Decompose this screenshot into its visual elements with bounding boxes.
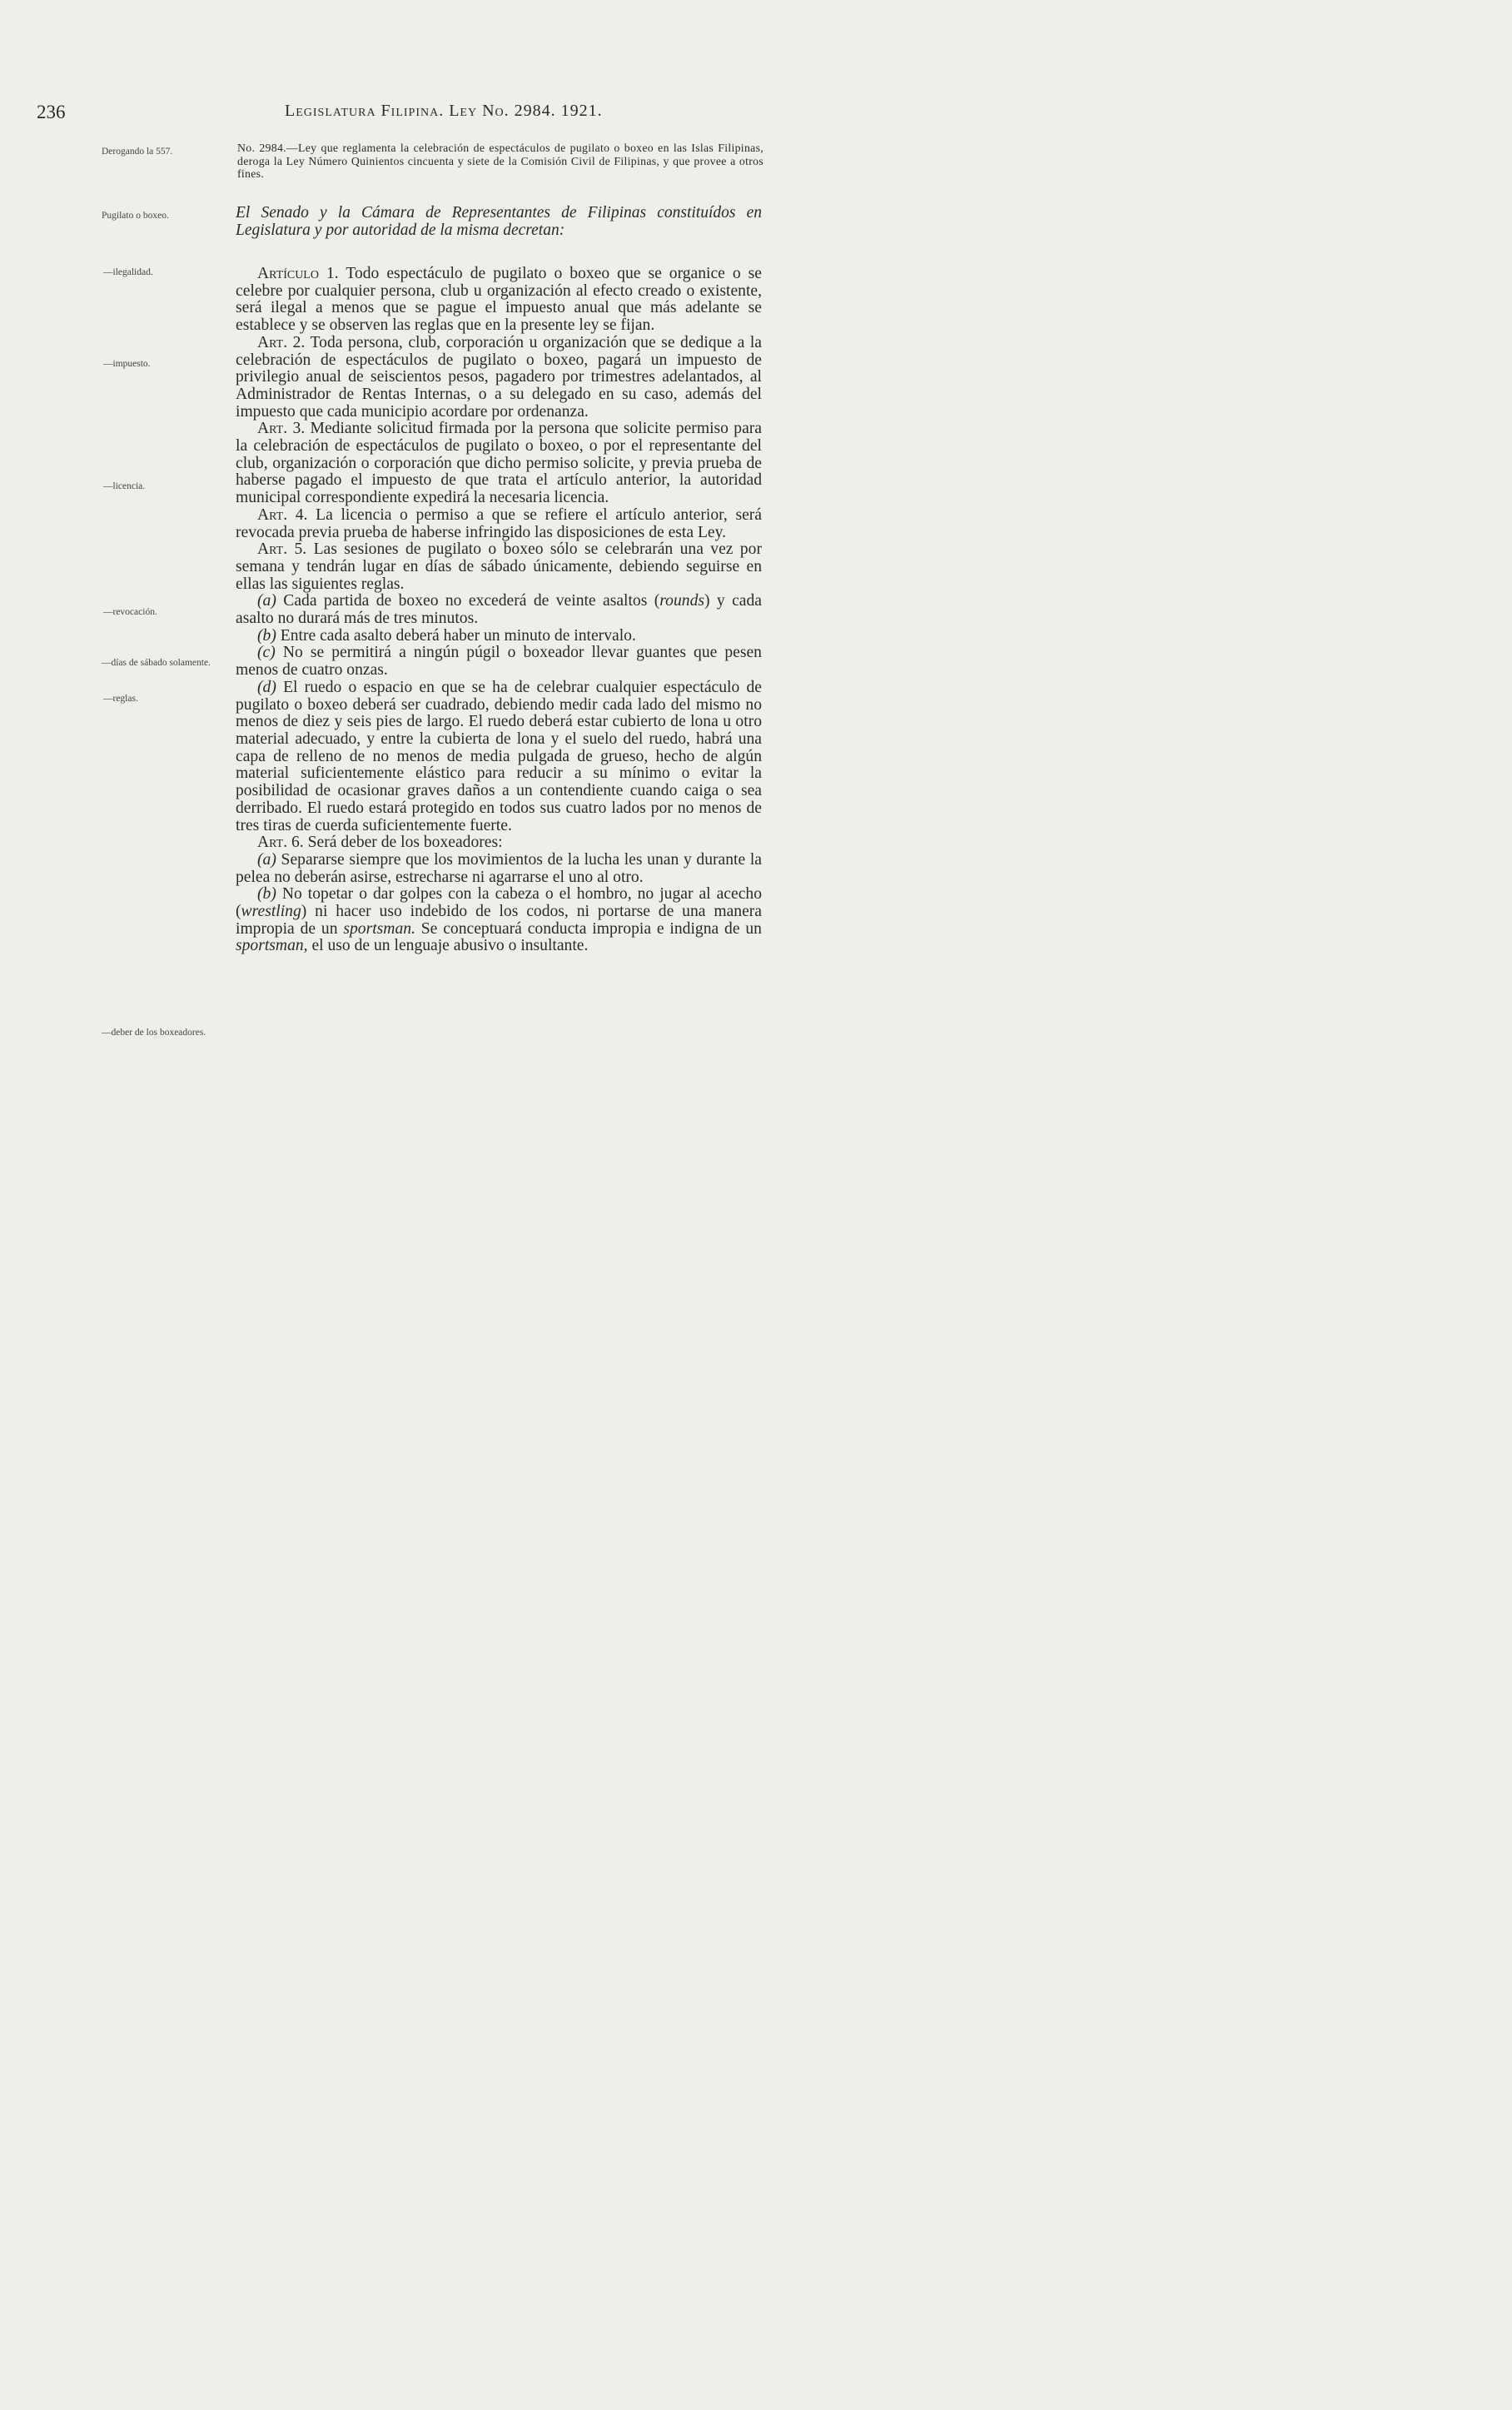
running-title: Legislatura Filipina. Ley No. 2984. 1921. <box>285 102 603 120</box>
clause-text: No se permitirá a ningún púgil o boxeador llevar guantes que pesen menos de cuatro onzas. <box>236 644 762 680</box>
article-text: Mediante solicitud firmada por la persona que solicite permiso para la celebración de espectáculos de pugilato o boxeo, o por el representante del club, organización o corporación que dicho permiso solicite, y previa prueba de haberse pagado el impuesto de que trata el artículo anterior, la autoridad municipal correspondiente expedirá la necesaria licencia. <box>236 420 762 507</box>
article-text: Las sesiones de pugilato o boxeo sólo se celebrarán una vez por semana y tendrán lugar en días de sábado únicamente, debiendo seguirse en ellas las siguientes reglas. <box>236 540 762 593</box>
article-6-a <box>236 852 762 886</box>
article-label: Art. 3. <box>257 420 306 438</box>
clause-italic: sportsman, <box>236 937 308 955</box>
margin-note-license: —licencia. <box>103 481 146 491</box>
margin-note-revocation: —revocación. <box>103 607 157 617</box>
law-summary <box>237 142 763 181</box>
clause-label: (d) <box>257 678 276 696</box>
clause-label: (b) <box>257 885 276 904</box>
clause-label: (b) <box>257 626 276 645</box>
clause-text: Entre cada asalto deberá haber un minuto de intervalo. <box>280 626 636 645</box>
margin-note-illegality: —ilegalidad. <box>103 267 153 277</box>
article-6-b <box>236 886 762 955</box>
article-text: Será deber de los boxeadores: <box>307 834 503 852</box>
enacting-clause: El Senado y la Cámara de Representantes de Filipinas constituídos en Legislatura y por autoridad de la misma decretan: <box>236 204 762 239</box>
clause-italic: sportsman. <box>343 919 415 938</box>
clause-text: El ruedo o espacio en que se ha de celebrar cualquier espectáculo de pugilato o boxeo deberá ser cuadrado, debiendo medir cada lado del mismo no menos de diez y seis pies de largo. El ruedo deberá estar cubierto de lona u otro material adecuado, y entre la cubierta de lona y el suelo del ruedo, habrá una capa de relleno de no menos de media pulgada de grueso, hecho de algún material suficientemente elástico para reducir a su mínimo o evitar la posibilidad de ocasionar graves daños a un contendiente cuando caiga o sea derribado. El ruedo estará protegido en todos sus cuatro lados por no menos de tres tiras de cuerda suficientemente fuerte. <box>236 678 762 834</box>
article-label: Art. 6. <box>257 834 304 852</box>
clause-italic: wrestling <box>241 903 301 921</box>
clause-text: Cada partida de boxeo no excederá de veinte asaltos ( <box>283 592 660 610</box>
clause-text: No topetar o dar golpes con la cabeza o el hombro, no jugar al acecho ( <box>236 885 762 921</box>
margin-note-rules: —reglas. <box>103 694 138 704</box>
article-5-c <box>236 645 762 679</box>
clause-label: (a) <box>257 592 276 610</box>
article-label: Art. 2. <box>257 333 306 351</box>
article-text: La licencia o permiso a que se refiere el artículo anterior, será revocada previa prueba de haberse infringido las disposiciones de esta Ley. <box>236 505 762 541</box>
article-label: Art. 5. <box>257 540 307 559</box>
article-5-b <box>236 628 762 645</box>
article-6 <box>236 834 762 852</box>
law-body <box>236 266 762 955</box>
margin-note-tax: —impuesto. <box>103 359 151 369</box>
law-number: No. 2984. <box>237 142 286 154</box>
page-number: 236 <box>37 102 66 122</box>
article-text: Todo espectáculo de pugilato o boxeo que se organice o se celebre por cualquier persona, club u organización al efecto creado o existente, será ilegal a menos que se pague el impuesto anual que más adelante se establece y se observen las reglas que en la presente ley se fijan. <box>236 265 763 335</box>
clause-label: (c) <box>257 644 276 662</box>
margin-note-repeal: Derogando la 557. <box>102 147 173 157</box>
article-text: Toda persona, club, corporación u organización que se dedique a la celebración de espectáculos de pugilato o boxeo, pagará un impuesto de privilegio anual de seiscientos pesos, pagadero por trimestres adelantados, al Administrador de Rentas Internas, o a su delegado en su caso, además del impuesto que cada municipio acordare por ordenanza. <box>236 333 762 421</box>
article-1 <box>236 266 762 335</box>
clause-text: ) ni hacer uso indebido de los codos, ni portarse de una manera impropia de un <box>236 903 762 938</box>
clause-italic: rounds <box>659 592 704 610</box>
article-4 <box>236 507 762 541</box>
clause-text: el uso de un lenguaje abusivo o insultante. <box>307 937 589 955</box>
clause-text: ) y cada asalto no durará más de tres minutos. <box>236 592 762 628</box>
article-5-a <box>236 593 762 627</box>
article-2 <box>236 335 762 421</box>
article-label: Artículo 1. <box>257 265 339 282</box>
clause-text: Se conceptuará conducta impropia e indigna de un <box>415 919 762 938</box>
article-label: Art. 4. <box>257 505 308 524</box>
clause-label: (a) <box>257 850 276 869</box>
margin-note-boxer-duties: —deber de los boxeadores. <box>102 1028 206 1038</box>
law-summary-text: —Ley que reglamenta la celebración de espectáculos de pugilato o boxeo en las Islas Filipinas, deroga la Ley Número Quinientos cincuenta y siete de la Comisión Civil de Filipinas, y que provee a otros fines. <box>237 142 763 180</box>
article-5-d <box>236 680 762 834</box>
margin-note-boxing: Pugilato o boxeo. <box>102 211 169 221</box>
margin-note-saturdays: —días de sábado solamente. <box>102 658 211 668</box>
article-3 <box>236 421 762 507</box>
article-5 <box>236 541 762 593</box>
clause-text: Separarse siempre que los movimientos de la lucha les unan y durante la pelea no deberán asirse, estrecharse ni agarrarse el uno al otro. <box>236 850 762 886</box>
